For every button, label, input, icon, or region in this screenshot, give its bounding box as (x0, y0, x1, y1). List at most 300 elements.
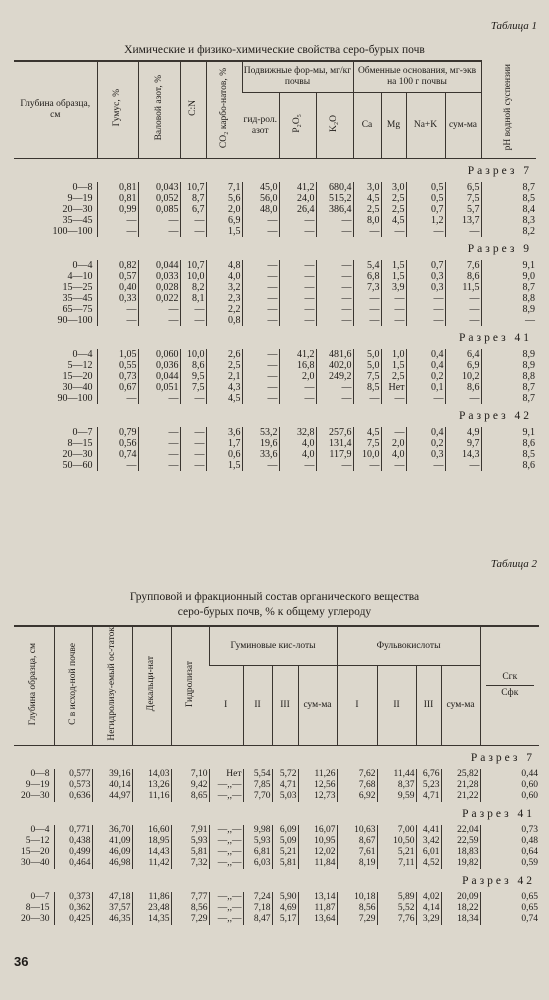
value-cell: 46,35 (92, 914, 132, 925)
value-cell: 3,6 (206, 427, 242, 438)
value-cell: 515,2 (316, 193, 353, 204)
value-cell: 8,8 (481, 293, 536, 304)
value-cell: 0,464 (54, 858, 92, 869)
value-cell: — (381, 460, 406, 471)
t2-header-decalcinate: Декальци-нат (132, 626, 171, 745)
value-cell: — (242, 371, 279, 382)
table1-title: Химические и физико-химические свойства серо-бурых почв (124, 44, 425, 56)
value-cell: 0,573 (54, 780, 92, 791)
value-cell: 4,0 (381, 449, 406, 460)
value-cell: 5,81 (272, 858, 298, 869)
value-cell: 2,3 (206, 293, 242, 304)
value-cell: 2,0 (279, 371, 316, 382)
value-cell: 1,5 (206, 226, 242, 237)
value-cell: 4,69 (272, 903, 298, 914)
value-cell: 2,1 (206, 371, 242, 382)
value-cell: 0,044 (138, 371, 180, 382)
value-cell: 4,14 (416, 903, 441, 914)
value-cell: 7,1 (206, 182, 242, 193)
value-cell: 7,29 (337, 914, 377, 925)
value-cell: — (316, 382, 353, 393)
value-cell: — (406, 226, 445, 237)
value-cell: 6,5 (445, 182, 481, 193)
value-cell: 5,7 (445, 204, 481, 215)
value-cell: 0,81 (97, 182, 138, 193)
t2-header-ratio (480, 626, 539, 745)
value-cell: — (316, 315, 353, 326)
t1-header-exchange-bases: Обменные основания, мг-экв на 100 г почвы (353, 61, 481, 93)
value-cell: 0,2 (406, 438, 445, 449)
t2-header-fulvic-1: I (337, 666, 377, 746)
depth-cell: 9—19 (25, 779, 50, 790)
value-cell: 48,0 (242, 204, 279, 215)
value-cell: 7,24 (243, 892, 272, 903)
value-cell: 8,5 (481, 193, 536, 204)
value-cell: — (279, 304, 316, 315)
value-cell: 8,9 (481, 304, 536, 315)
t1-header-mobile-forms: Подвижные фор-мы, мг/кг почвы (242, 61, 353, 93)
value-cell: 0,57 (97, 271, 138, 282)
value-cell: — (279, 226, 316, 237)
value-cell: 40,14 (92, 780, 132, 791)
depth-cell: 35—45 (62, 215, 93, 226)
value-cell: 402,0 (316, 360, 353, 371)
t2-header-c-initial: C в исход-ной почве (54, 626, 92, 745)
value-cell: 0,362 (54, 903, 92, 914)
value-cell: 7,85 (243, 780, 272, 791)
table-row (14, 460, 536, 471)
value-cell: 8,47 (243, 914, 272, 925)
value-cell: 10,2 (445, 371, 481, 382)
value-cell: —,,— (209, 858, 243, 869)
table-row (14, 271, 536, 282)
value-cell: 0,73 (480, 825, 539, 836)
value-cell: — (242, 360, 279, 371)
value-cell: — (406, 304, 445, 315)
value-cell: 0,64 (480, 847, 539, 858)
value-cell: 3,42 (416, 836, 441, 847)
value-cell: 7,5 (180, 382, 206, 393)
value-cell: — (138, 449, 180, 460)
value-cell: 7,18 (243, 903, 272, 914)
depth-cell: 5—12 (67, 360, 93, 371)
value-cell: 5,21 (272, 847, 298, 858)
value-cell: — (97, 315, 138, 326)
value-cell: 7,5 (445, 193, 481, 204)
depth-cell: 0—4 (30, 824, 50, 835)
value-cell: 2,2 (206, 304, 242, 315)
value-cell: — (180, 393, 206, 404)
value-cell: 11,87 (298, 903, 337, 914)
value-cell: 0,60 (480, 791, 539, 802)
value-cell: 4,0 (279, 438, 316, 449)
value-cell: 6,9 (445, 360, 481, 371)
value-cell: 10,7 (180, 182, 206, 193)
depth-cell: 30—40 (21, 857, 50, 868)
value-cell: — (97, 226, 138, 237)
value-cell: 46,98 (92, 858, 132, 869)
value-cell: 1,0 (381, 349, 406, 360)
value-cell: 22,59 (441, 836, 480, 847)
table-row (14, 847, 539, 858)
value-cell: — (138, 226, 180, 237)
section-title: Разрез 42 (462, 874, 536, 887)
value-cell: 1,5 (381, 271, 406, 282)
value-cell: 0,036 (138, 360, 180, 371)
value-cell: 39,16 (92, 769, 132, 780)
value-cell: — (138, 315, 180, 326)
value-cell: 33,6 (242, 449, 279, 460)
value-cell: — (138, 438, 180, 449)
value-cell: 5,03 (272, 791, 298, 802)
depth-cell: 20—30 (21, 913, 50, 924)
table-row (14, 193, 536, 204)
value-cell: — (353, 315, 381, 326)
value-cell: 18,83 (441, 847, 480, 858)
t2-header-hydrolyzate: Гидролизат (171, 626, 209, 745)
depth-cell: 5—12 (25, 835, 50, 846)
value-cell: 8,7 (481, 382, 536, 393)
value-cell: — (481, 315, 536, 326)
value-cell: — (316, 393, 353, 404)
value-cell: 9,1 (481, 260, 536, 271)
value-cell: 0,3 (406, 271, 445, 282)
value-cell: 0,044 (138, 260, 180, 271)
table-row (14, 892, 539, 903)
value-cell: 14,43 (132, 847, 171, 858)
value-cell: 10,63 (337, 825, 377, 836)
value-cell: 0,771 (54, 825, 92, 836)
table2-title-line1: Групповой и фракционный состав органического вещества (129, 591, 420, 603)
value-cell: 0,5 (406, 182, 445, 193)
value-cell: — (381, 293, 406, 304)
depth-cell: 15—25 (62, 282, 93, 293)
t2-header-fulvic-sum: сум-ма (441, 666, 480, 746)
value-cell: — (279, 293, 316, 304)
value-cell: — (353, 226, 381, 237)
value-cell: 4,5 (353, 193, 381, 204)
value-cell: 257,6 (316, 427, 353, 438)
value-cell: 1,5 (381, 260, 406, 271)
value-cell: 7,3 (353, 282, 381, 293)
value-cell: — (316, 293, 353, 304)
value-cell: 7,91 (171, 825, 209, 836)
value-cell: 16,60 (132, 825, 171, 836)
table1-label: Таблица 1 (490, 20, 537, 32)
value-cell: 0,67 (97, 382, 138, 393)
value-cell: 0,577 (54, 769, 92, 780)
value-cell: 7,10 (171, 769, 209, 780)
section-title: Разрез 42 (459, 410, 532, 422)
value-cell: 8,5 (481, 449, 536, 460)
table-row (14, 393, 536, 404)
depth-cell: 0—7 (30, 891, 50, 902)
value-cell: 0,051 (138, 382, 180, 393)
value-cell: 12,56 (298, 780, 337, 791)
value-cell: 8,65 (171, 791, 209, 802)
value-cell: 6,03 (243, 858, 272, 869)
value-cell: 0,33 (97, 293, 138, 304)
value-cell: 46,09 (92, 847, 132, 858)
value-cell: 4,5 (381, 215, 406, 226)
value-cell: 8,19 (337, 858, 377, 869)
value-cell: — (242, 226, 279, 237)
value-cell: 56,0 (242, 193, 279, 204)
value-cell: 0,4 (406, 360, 445, 371)
value-cell: 18,95 (132, 836, 171, 847)
value-cell: — (97, 393, 138, 404)
value-cell: 8,7 (481, 282, 536, 293)
value-cell: 0,4 (406, 349, 445, 360)
value-cell: 8,4 (481, 204, 536, 215)
value-cell: 8,7 (481, 182, 536, 193)
value-cell: — (316, 260, 353, 271)
value-cell: 8,7 (481, 393, 536, 404)
depth-cell: 20—30 (62, 449, 93, 460)
value-cell: — (242, 260, 279, 271)
value-cell: — (242, 282, 279, 293)
value-cell: — (279, 282, 316, 293)
table2-title-line2: серо-бурых почв, % к общему углероду (177, 606, 372, 618)
value-cell: 0,65 (480, 903, 539, 914)
value-cell: — (406, 315, 445, 326)
value-cell: —,,— (209, 892, 243, 903)
value-cell: 5,0 (353, 349, 381, 360)
depth-cell: 90—100 (57, 393, 93, 404)
value-cell: Нет (381, 382, 406, 393)
value-cell: 0,043 (138, 182, 180, 193)
value-cell: — (279, 315, 316, 326)
value-cell: 11,44 (377, 769, 416, 780)
value-cell: 8,6 (445, 271, 481, 282)
value-cell: 9,7 (445, 438, 481, 449)
value-cell: 249,2 (316, 371, 353, 382)
table1-body (14, 159, 536, 472)
value-cell: 131,4 (316, 438, 353, 449)
value-cell: 0,060 (138, 349, 180, 360)
value-cell: 6,7 (180, 204, 206, 215)
value-cell: 4,5 (206, 393, 242, 404)
value-cell: —,,— (209, 791, 243, 802)
value-cell: 0,40 (97, 282, 138, 293)
table-row (14, 260, 536, 271)
value-cell: 0,425 (54, 914, 92, 925)
section-heading (14, 802, 539, 825)
value-cell: 2,5 (353, 204, 381, 215)
t2-header-humic-2: II (243, 666, 272, 746)
section-heading (14, 869, 539, 892)
value-cell: 19,6 (242, 438, 279, 449)
value-cell: 4,71 (272, 780, 298, 791)
value-cell: 7,62 (337, 769, 377, 780)
value-cell: 12,73 (298, 791, 337, 802)
value-cell: — (242, 215, 279, 226)
value-cell: — (138, 304, 180, 315)
table-row (14, 360, 536, 371)
value-cell: 13,14 (298, 892, 337, 903)
value-cell: 0,438 (54, 836, 92, 847)
t1-header-n-total: Валовой азот, % (138, 61, 180, 159)
t1-header-na-k: Na+K (406, 93, 445, 159)
value-cell: — (445, 226, 481, 237)
value-cell: 7,32 (171, 858, 209, 869)
value-cell: — (242, 393, 279, 404)
value-cell: 24,0 (279, 193, 316, 204)
value-cell: 117,9 (316, 449, 353, 460)
value-cell: 12,02 (298, 847, 337, 858)
depth-cell: 9—19 (67, 193, 93, 204)
value-cell: 11,84 (298, 858, 337, 869)
value-cell: 4,02 (416, 892, 441, 903)
value-cell: 10,18 (337, 892, 377, 903)
section-title: Разрез 41 (462, 807, 536, 820)
value-cell: 0,022 (138, 293, 180, 304)
value-cell: 5,21 (377, 847, 416, 858)
table-row (14, 226, 536, 237)
value-cell: 8,2 (180, 282, 206, 293)
value-cell: —,,— (209, 825, 243, 836)
value-cell: 4,0 (206, 271, 242, 282)
table-row (14, 304, 536, 315)
value-cell: 44,97 (92, 791, 132, 802)
value-cell: 36,70 (92, 825, 132, 836)
value-cell: 21,28 (441, 780, 480, 791)
t1-header-humus: Гумус, % (97, 61, 138, 159)
section-heading (14, 404, 536, 427)
value-cell: 11,5 (445, 282, 481, 293)
value-cell: 0,4 (406, 427, 445, 438)
value-cell: 0,60 (480, 780, 539, 791)
depth-cell: 0—4 (72, 260, 93, 271)
value-cell: 7,11 (377, 858, 416, 869)
value-cell: — (242, 349, 279, 360)
section-heading (14, 745, 539, 769)
value-cell: 9,98 (243, 825, 272, 836)
value-cell: — (180, 460, 206, 471)
value-cell: 5,6 (206, 193, 242, 204)
value-cell: — (353, 304, 381, 315)
section-title: Разрез 7 (467, 165, 532, 177)
value-cell: 41,2 (279, 349, 316, 360)
t2-header-humic-sum: сум-ма (298, 666, 337, 746)
value-cell: 1,5 (206, 460, 242, 471)
section-heading (14, 326, 536, 349)
value-cell: 2,0 (206, 204, 242, 215)
table2 (14, 625, 539, 925)
value-cell: — (353, 293, 381, 304)
value-cell: — (316, 271, 353, 282)
value-cell: — (242, 271, 279, 282)
table2-label: Таблица 2 (490, 558, 537, 570)
value-cell: 386,4 (316, 204, 353, 215)
value-cell: 5,90 (272, 892, 298, 903)
t2-header-depth: Глубина образца, см (14, 626, 54, 745)
value-cell: 32,8 (279, 427, 316, 438)
value-cell: 5,52 (377, 903, 416, 914)
value-cell: 8,6 (180, 360, 206, 371)
value-cell: — (180, 315, 206, 326)
table-row (14, 293, 536, 304)
section-heading (14, 159, 536, 183)
value-cell: 14,3 (445, 449, 481, 460)
t2-header-humic-1: I (209, 666, 243, 746)
value-cell: — (381, 226, 406, 237)
table-row (14, 371, 536, 382)
value-cell: 10,7 (180, 260, 206, 271)
t1-header-k2o: K₂O (316, 93, 353, 159)
value-cell: — (445, 304, 481, 315)
depth-cell: 0—8 (30, 768, 50, 779)
value-cell: 10,0 (353, 449, 381, 460)
value-cell: 18,22 (441, 903, 480, 914)
value-cell: 0,1 (406, 382, 445, 393)
section-title: Разрез 41 (459, 332, 532, 344)
value-cell: 680,4 (316, 182, 353, 193)
value-cell: 0,052 (138, 193, 180, 204)
value-cell: 8,6 (481, 438, 536, 449)
depth-cell: 100—100 (52, 226, 93, 237)
value-cell: 6,92 (337, 791, 377, 802)
value-cell: Нет (209, 769, 243, 780)
value-cell: 11,86 (132, 892, 171, 903)
value-cell: — (381, 304, 406, 315)
value-cell: 6,81 (243, 847, 272, 858)
value-cell: 7,76 (377, 914, 416, 925)
value-cell: —,,— (209, 914, 243, 925)
value-cell: 19,82 (441, 858, 480, 869)
value-cell: 0,3 (406, 282, 445, 293)
value-cell: 5,72 (272, 769, 298, 780)
value-cell: 0,74 (97, 449, 138, 460)
value-cell: 6,09 (272, 825, 298, 836)
value-cell: 2,0 (381, 438, 406, 449)
depth-cell: 15—20 (21, 846, 50, 857)
value-cell: 0,74 (480, 914, 539, 925)
value-cell: — (279, 260, 316, 271)
value-cell: 3,9 (381, 282, 406, 293)
value-cell: 0,73 (97, 371, 138, 382)
page-number: 36 (14, 954, 29, 969)
value-cell: 4,71 (416, 791, 441, 802)
table-row (14, 182, 536, 193)
value-cell: 9,1 (481, 427, 536, 438)
value-cell: 4,0 (279, 449, 316, 460)
t2-header-nonhydrolyzable: Негидролизу-емый ос-таток (92, 626, 132, 745)
value-cell: 0,5 (406, 193, 445, 204)
value-cell: 16,07 (298, 825, 337, 836)
value-cell: 22,04 (441, 825, 480, 836)
value-cell: 7,5 (353, 438, 381, 449)
value-cell: — (180, 304, 206, 315)
value-cell: 1,2 (406, 215, 445, 226)
table-row (14, 903, 539, 914)
value-cell: — (381, 393, 406, 404)
value-cell: — (138, 460, 180, 471)
t2-header-ratio-bottom: Cфк (501, 688, 519, 699)
value-cell: — (316, 282, 353, 293)
value-cell: — (353, 460, 381, 471)
value-cell: 14,03 (132, 769, 171, 780)
depth-cell: 8—15 (25, 902, 50, 913)
value-cell: 5,09 (272, 836, 298, 847)
table-row (14, 438, 536, 449)
value-cell: 47,18 (92, 892, 132, 903)
value-cell: 1,7 (206, 438, 242, 449)
value-cell: 11,26 (298, 769, 337, 780)
value-cell: — (445, 460, 481, 471)
value-cell: 0,7 (406, 204, 445, 215)
value-cell: — (138, 215, 180, 226)
